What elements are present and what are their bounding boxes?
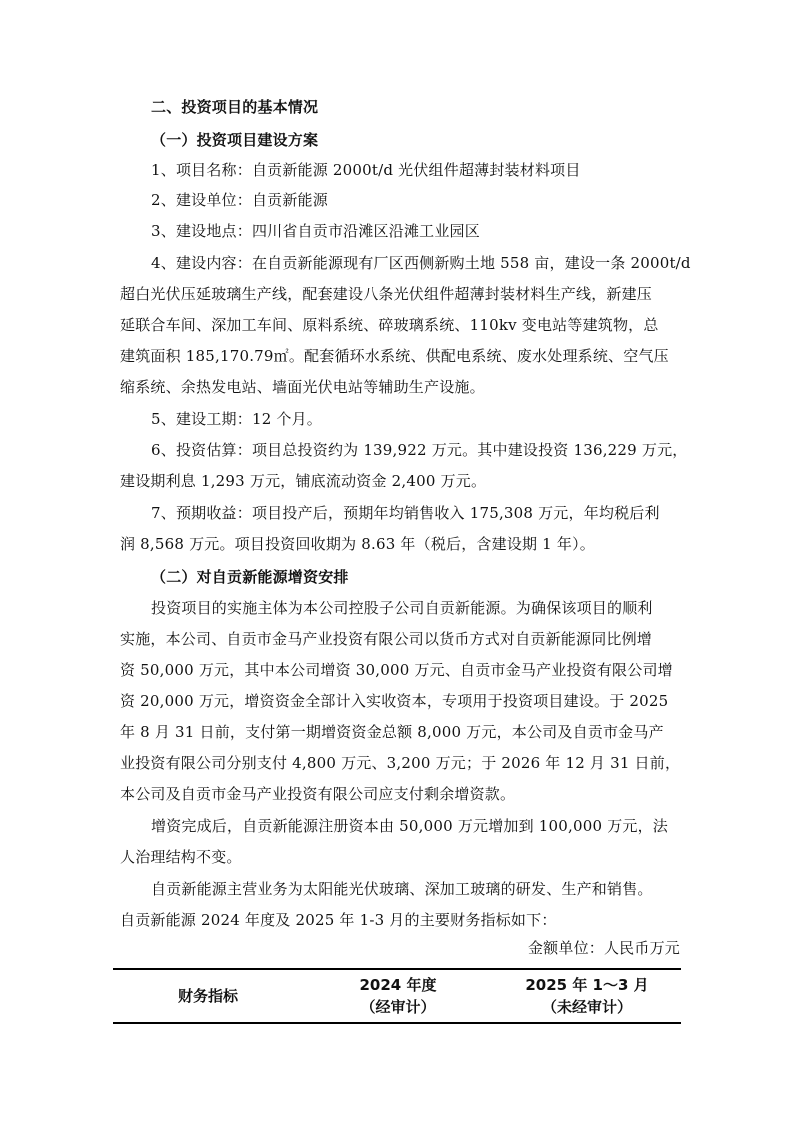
item-content-line-1: 4、建设内容：在自贡新能源现有厂区西侧新购土地 558 亩，建设一条 2000t/d [151,254,691,272]
header-2025-period: 2025 年 1～3 月 [525,976,649,994]
header-2024-audit: （经审计） [360,998,436,1016]
item-content-line-3: 延联合车间、深加工车间、原料系统、碎玻璃系统、110kv 变电站等建筑物，总 [120,316,659,334]
item-content-line-4: 建筑面积 185,170.79㎡。配套循环水系统、供配电系统、废水处理系统、空气压 [120,347,669,365]
item-content-line-2: 超白光伏压延玻璃生产线，配套建设八条光伏组件超薄封装材料生产线，新建压 [120,285,653,303]
header-2025-audit: （未经审计） [541,998,632,1016]
para-capital-line-6: 业投资有限公司分别支付 4,800 万元、3,200 万元；于 2026 年 12 月 31 日前， [120,754,681,772]
financial-table-header [113,968,681,1024]
para-capital-line-5: 年 8 月 31 日前，支付第一期增资资金总额 8,000 万元，本公司及自贡市金马产 [120,723,664,741]
para-capital-line-2: 实施，本公司、自贡市金马产业投资有限公司以货币方式对自贡新能源同比例增 [120,630,653,648]
para-business-line-1: 自贡新能源主营业务为太阳能光伏玻璃、深加工玻璃的研发、生产和销售。 [151,880,653,898]
section-heading: 二、投资项目的基本情况 [151,98,319,116]
item-location: 3、建设地点：四川省自贡市沿滩区沿滩工业园区 [151,222,480,240]
table-header-indicator [113,970,303,1022]
para-capital-line-4: 资 20,000 万元，增资资金全部计入实收资本，专项用于投资项目建设。于 2025 [120,692,669,710]
item-investment-line-1: 6、投资估算：项目总投资约为 139,922 万元。其中建设投资 136,229 万元， [151,441,688,459]
table-header-2025 [493,970,681,1022]
para-capital-line-7: 本公司及自贡市金马产业投资有限公司应支付剩余增资款。 [120,785,516,803]
para-after-line-1: 增资完成后，自贡新能源注册资本由 50,000 万元增加到 100,000 万元，法 [151,817,668,835]
item-content-line-5: 缩系统、余热发电站、墙面光伏电站等辅助生产设施。 [120,378,485,396]
para-after-line-2: 人治理结构不变。 [120,848,242,866]
item-investment-line-2: 建设期利息 1,293 万元，铺底流动资金 2,400 万元。 [120,472,487,490]
header-indicator-label: 财务指标 [177,987,238,1005]
subsection-heading-1: （一）投资项目建设方案 [151,131,319,149]
table-header-2024 [303,970,493,1022]
item-return-line-1: 7、预期收益：项目投产后，预期年均销售收入 175,308 万元，年均税后利 [151,504,660,522]
item-return-line-2: 润 8,568 万元。项目投资回收期为 8.63 年（税后，含建设期 1 年）。 [120,535,595,553]
para-capital-line-1: 投资项目的实施主体为本公司控股子公司自贡新能源。为确保该项目的顺利 [151,599,653,617]
item-period: 5、建设工期：12 个月。 [151,410,322,428]
header-2024-year: 2024 年度 [359,976,437,994]
item-builder: 2、建设单位：自贡新能源 [151,191,328,209]
item-project-name: 1、项目名称：自贡新能源 2000t/d 光伏组件超薄封装材料项目 [151,161,581,179]
para-business-line-2: 自贡新能源 2024 年度及 2025 年 1-3 月的主要财务指标如下： [120,911,557,929]
subsection-heading-2: （二）对自贡新能源增资安排 [151,568,349,586]
para-capital-line-3: 资 50,000 万元，其中本公司增资 30,000 万元、自贡市金马产业投资有限公司增 [120,661,673,679]
currency-unit-note: 金额单位：人民币万元 [527,939,680,957]
